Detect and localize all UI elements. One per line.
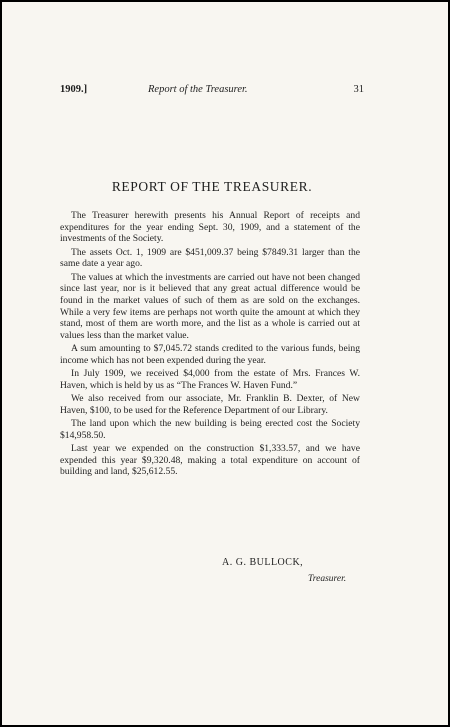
signature-title: Treasurer.: [308, 574, 347, 584]
report-heading: REPORT OF THE TREASURER.: [111, 179, 313, 194]
paragraph: We also received from our associate, Mr. Franklin B. Dexter, of New Haven, $100, to be used for the Reference Department of our Library.: [60, 393, 360, 416]
document-page: [2, 2, 448, 725]
paragraph: In July 1909, we received $4,000 from the estate of Mrs. Frances W. Haven, which is held by us as “The Frances W. Haven Fund.”: [60, 368, 360, 391]
paragraph: The values at which the investments are carried out have not been changed since last year, nor is it believed that any great actual difference would be found in the market values of such of them as are sold on the exchanges. While a very few items are perhaps not worth quite the amount at which they stand, most of them are worth more, and the list as a whole is carried out at values less than the market value.: [60, 271, 360, 342]
paragraph: The assets Oct. 1, 1909 are $451,009.37 being $7849.31 larger than the same date a year ago.: [60, 246, 360, 270]
page-number: 31: [353, 84, 364, 95]
signature-name: A. G. BULLOCK,: [222, 557, 304, 568]
running-head: [60, 84, 364, 98]
paragraph: The Treasurer herewith presents his Annual Report of receipts and expenditures for the year ending Sept. 30, 1909, and a statement of the investments of the Society.: [60, 210, 360, 245]
paragraph: A sum amounting to $7,045.72 stands credited to the various funds, being income which has not been expended during the year.: [60, 343, 360, 366]
paragraph: Last year we expended on the construction $1,333.57, and we have expended this year $9,320.48, making a total expenditure on account of building and land, $25,612.55.: [60, 442, 360, 478]
running-head-year: 1909.]: [60, 84, 88, 95]
running-head-title: Report of the Treasurer.: [148, 84, 248, 95]
paragraph: The land upon which the new building is being erected cost the Society $14,958.50.: [60, 417, 360, 441]
report-body: [60, 210, 360, 479]
